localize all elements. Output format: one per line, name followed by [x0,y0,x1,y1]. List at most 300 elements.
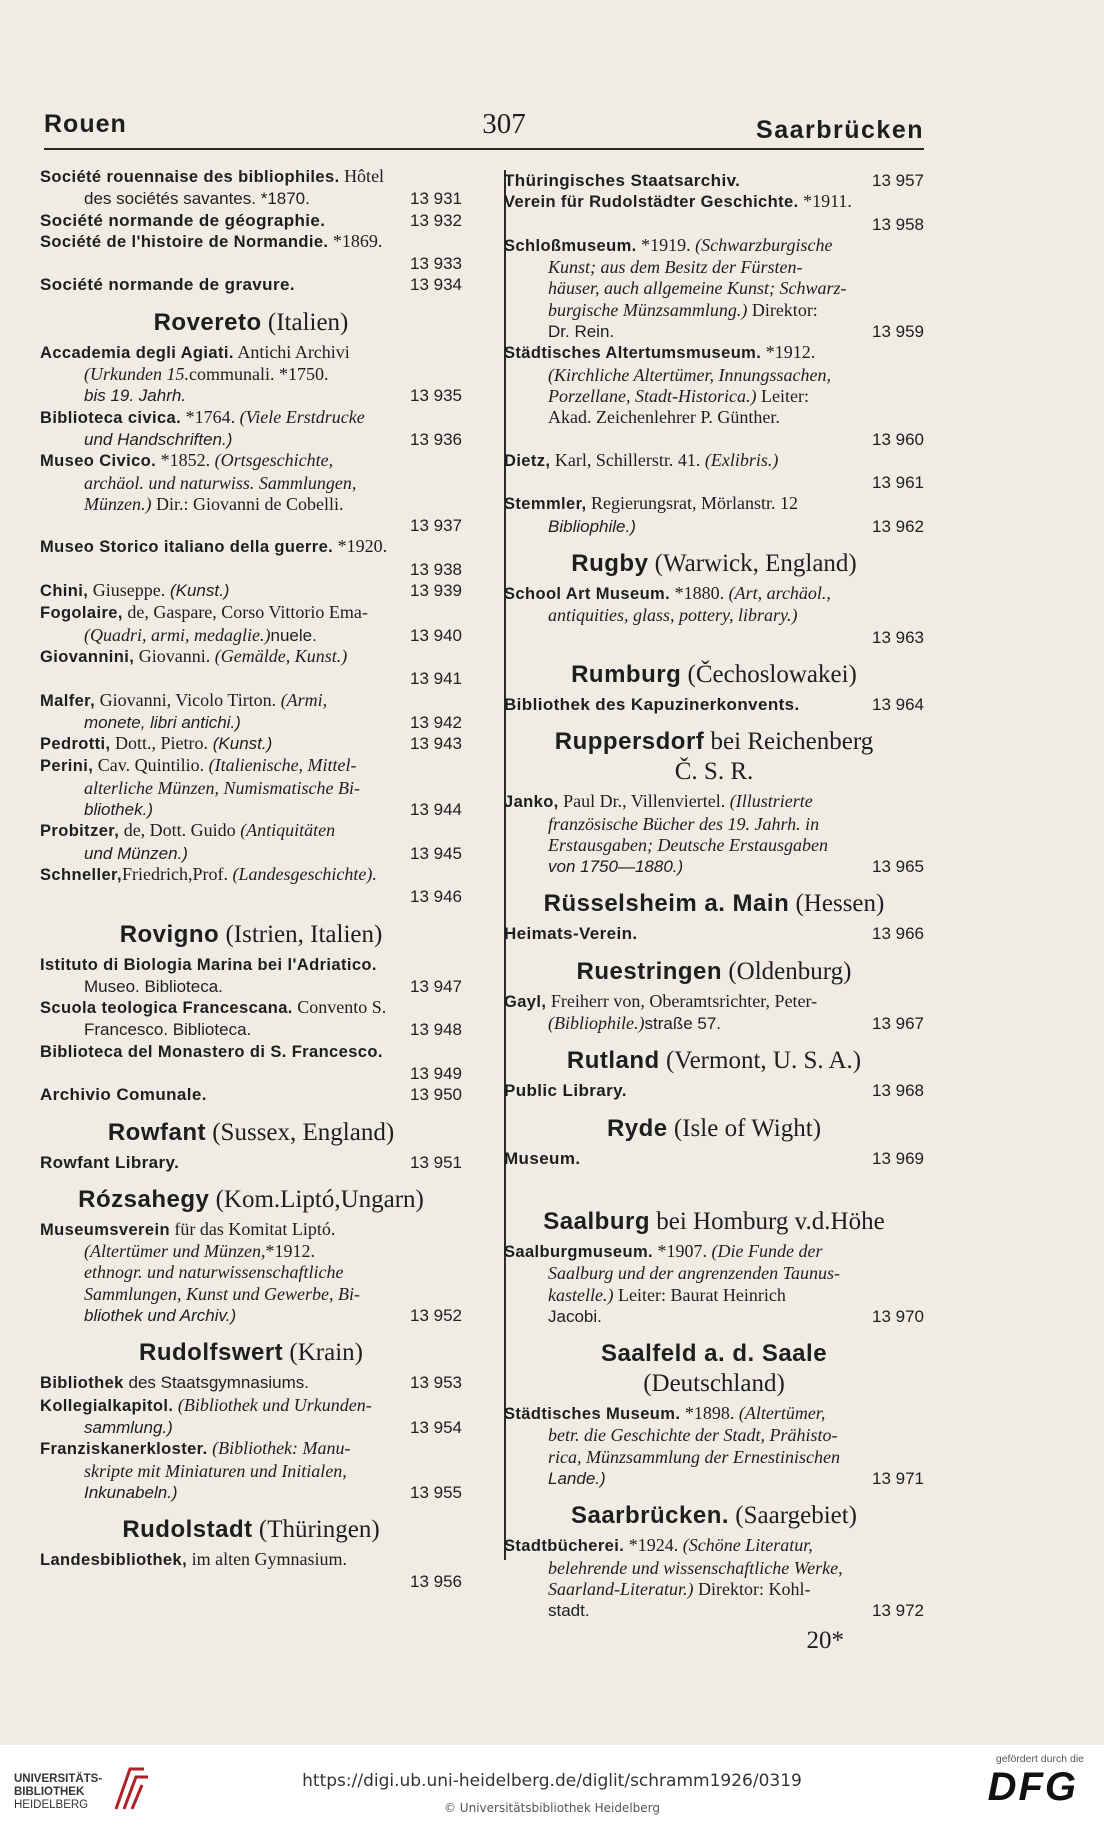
dfg-logo[interactable]: DFG [987,1765,1078,1809]
city-region-line2: (Deutschland) [643,1370,785,1398]
entry-number: 13 960 [872,429,924,449]
header-rule [44,148,924,150]
city-heading [504,889,924,919]
entry-line [504,342,924,364]
entry-line [40,1549,462,1571]
entry-collection: häuser, auch allgemeine Kunst; Schwarz- [548,278,847,299]
directory-entry [40,1084,462,1105]
entry-number: 13 932 [410,210,462,230]
entry-collection: (Exlibris.) [700,449,779,470]
city-region-line2: Č. S. R. [674,758,754,786]
entry-text [40,755,357,775]
city-name: Rovigno [119,920,220,948]
entry-text [84,364,328,384]
entry-collection: skripte mit Miniaturen und Initialen, [84,1460,347,1481]
city-name: Rüsselsheim a. Main [543,890,790,918]
entry-line [504,1425,924,1446]
entry-body: Giovanni, Vicolo Tirton. [95,689,277,710]
entry-body: Cav. Quintilio. [93,755,205,776]
entry-line [504,991,924,1013]
directory-entry [40,450,462,536]
entry-number: 13 952 [410,1306,462,1326]
directory-entry [504,694,924,715]
directory-entry [40,210,462,231]
entry-text [504,1535,813,1555]
directory-entry [40,997,462,1041]
entry-text [504,450,778,470]
directory-entry [40,755,462,820]
entry-body: des Staatsgymnasiums. [123,1373,309,1393]
entry-name: Gayl, [504,992,547,1011]
entry-name: Landesbibliothek, [40,1551,188,1570]
entry-line [40,166,462,188]
city-heading [504,1339,924,1399]
entry-text [548,835,828,855]
entry-line [504,235,924,257]
entry-number: 13 936 [410,429,462,449]
entry-body: Paul Dr., Villenviertel. [558,791,726,812]
entry-line [40,997,462,1019]
city-region: (Istrien, Italien) [219,920,383,948]
entry-text [84,843,188,864]
entry-number: 13 958 [872,214,924,234]
directory-entry [40,954,462,998]
entry-body: *1920. [333,536,388,557]
logo-line-3: HEIDELBERG [14,1799,89,1811]
entry-line [504,1080,924,1101]
city-name: Ryde [606,1114,668,1142]
entry-text [504,191,852,211]
entry-collection: und Münzen.) [84,843,188,863]
city-name: Saarbrücken. [570,1502,730,1530]
entry-line [504,516,924,537]
entry-text [40,407,365,427]
directory-entry [40,602,462,646]
entry-text [548,856,683,877]
city-region: (Sussex, England) [205,1118,395,1146]
entry-text [548,516,636,537]
entry-text [548,1468,606,1489]
directory-entry [40,733,462,755]
page-header [44,108,924,148]
entry-text [84,799,153,820]
entry-number: 13 941 [410,669,462,689]
entry-text [504,1241,823,1261]
entry-name: Société normande de gravure. [40,275,295,295]
entry-number: 13 957 [872,171,924,190]
copyright-notice: © Universitätsbibliothek Heidelberg [443,1801,660,1815]
entry-name: Stadtbücherei. [504,1537,625,1556]
city-region: (Warwick, England) [648,550,857,578]
entry-text [504,583,831,603]
entry-collection: (Antiquitäten [235,820,336,841]
entry-name: Dietz, [504,451,551,470]
entry-text [504,342,815,362]
entry-name: Thüringisches Staatsarchiv. [504,171,741,190]
entry-text [40,1549,347,1569]
entry-line [504,814,924,835]
entry-collection: belehrende und wissenschaftliche Werke, [548,1557,843,1578]
city-name: Ruestringen [576,957,723,985]
entry-number: 13 955 [410,1482,462,1502]
entry-name: Janko, [504,793,559,812]
directory-entry [504,235,924,342]
entry-line [40,646,462,668]
entry-line [40,864,462,886]
city-region: bei Reichenberg [704,728,874,756]
entry-line [504,493,924,515]
entry-text [84,712,241,733]
entry-line [40,843,462,864]
entry-text [548,605,798,625]
city-heading [504,957,924,987]
entry-collection: burgische Münzsammlung.) [548,299,748,320]
entry-line [40,954,462,976]
entry-line [40,210,462,231]
permalink-url[interactable]: https://digi.ub.uni-heidelberg.de/diglit/schramm1926/0319 [302,1771,802,1791]
entry-number: 13 935 [410,386,462,406]
entry-collection: Münzen.) [84,493,152,514]
entry-number: 13 943 [410,734,462,754]
entry-text [548,386,809,406]
entry-text [548,814,819,834]
entry-line [40,450,462,472]
city-name: Rudolfswert [139,1339,284,1367]
entry-line [40,1284,462,1305]
entry-name: Heimats-Verein. [504,924,638,944]
entry-text [40,1084,207,1105]
entry-collection: bis 19. Jahrh. [84,386,187,406]
entry-line [40,1395,462,1417]
entry-body: communali. *1750. [188,364,329,385]
entry-number: 13 933 [410,254,462,274]
entry-text [40,864,377,884]
entry-body: Friedrich,Prof. [121,863,228,884]
entry-line [40,580,462,602]
entry-collection: (Gemälde, Kunst.) [210,645,348,666]
entry-line [504,278,924,299]
entry-line [504,923,924,944]
entry-line [40,1262,462,1283]
entry-text [40,646,347,666]
entry-collection: sammlung.) [84,1417,173,1437]
entry-collection: (Quadri, armi, medaglie.) [84,624,271,645]
entry-line [504,257,924,278]
city-heading [504,660,924,690]
entry-text [40,1372,309,1394]
entry-text [40,580,229,602]
city-heading [40,1515,462,1545]
entry-number: 13 942 [410,712,462,732]
entry-collection: ethnogr. und naturwissenschaftliche [84,1262,344,1283]
entry-line [40,1019,462,1040]
entry-body: *1869. [328,230,383,251]
entry-line [504,170,924,191]
entry-text [84,385,186,406]
entry-number: 13 962 [872,516,924,536]
entry-line [40,494,462,515]
entry-line [504,1263,924,1284]
entry-name: Société rouennaise des bibliophiles. [40,168,340,186]
entry-text [84,1019,251,1040]
entry-line [40,602,462,624]
entry-collection: (Altertümer und Münzen, [84,1241,266,1262]
entry-collection: (Altertümer, [734,1403,826,1424]
entry-body: Direktor: Kohl- [693,1578,811,1599]
directory-entry [504,493,924,537]
entry-body: straße 57. [644,1014,722,1034]
entry-collection: Porzellane, Stadt-Historica.) [548,385,757,406]
city-heading [40,1118,462,1148]
directory-entry [504,450,924,494]
entry-number: 13 954 [410,1417,462,1437]
entry-number: 13 939 [410,581,462,601]
directory-entry [40,407,462,451]
entry-line [504,583,924,605]
entry-text [84,1262,344,1282]
directory-entry [40,342,462,407]
entry-line [504,1148,924,1169]
city-heading [504,549,924,579]
entry-collection: (Kunst.) [208,734,273,754]
city-region: (Isle of Wight) [667,1114,822,1142]
entry-name: Schloßmuseum. [504,236,637,255]
entry-text [40,1395,372,1415]
entry-collection: (Ortsgeschichte, [210,450,334,471]
entry-body: *1924. [624,1535,679,1556]
entry-collection: (Kunst.) [165,581,230,601]
entry-line [40,1482,462,1503]
city-name: Saalfeld a. d. Saale [600,1340,828,1368]
entry-name: Museo Civico. [40,452,157,471]
entry-line [40,755,462,777]
entry-text [548,300,818,320]
city-region: (Čechoslowakei) [681,660,857,688]
entry-name: Verein für Rudolstädter Geschichte. [504,193,799,212]
entry-text [504,170,740,191]
entry-line [40,364,462,385]
entry-name: Stemmler, [504,495,587,514]
entry-line [40,1305,462,1326]
entry-collection: bliothek und Archiv.) [84,1306,237,1326]
directory-entry [504,1241,924,1327]
entry-body: Jacobi. [548,1306,602,1326]
entry-text [84,494,343,514]
viewer-footer [0,1745,1104,1831]
entry-text [40,166,384,186]
entry-body: *1907. [653,1240,708,1261]
entry-number: 13 961 [872,473,924,493]
entry-text [40,690,327,710]
entry-text [548,407,780,427]
entry-line [504,835,924,856]
entry-text [504,1148,580,1169]
entry-text [548,1600,590,1621]
city-region: (Oldenburg) [722,957,852,985]
entry-line [504,1600,924,1621]
entry-number: 13 947 [410,976,462,996]
entry-line [504,450,924,472]
entry-number: 13 972 [872,1601,924,1621]
entry-collection: Lande.) [548,1468,606,1488]
entry-line [504,605,924,626]
directory-entry [40,646,462,690]
entry-collection: von 1750—1880.) [548,857,684,877]
directory-entry [40,166,462,210]
entry-number: 13 968 [872,1081,924,1101]
city-name: Rumburg [571,660,682,688]
entry-number: 13 946 [410,887,462,907]
entry-number: 13 950 [410,1085,462,1105]
entry-body: Regierungsrat, Mörlanstr. 12 [586,493,798,514]
entry-body: Leiter: [756,385,809,406]
entry-text [84,976,223,997]
entry-text [84,625,317,646]
entry-number: 13 969 [872,1148,924,1168]
directory-entry [40,231,462,275]
entry-name: Istituto di Biologia Marina bei l'Adriatico. [40,955,377,974]
entry-collection: kastelle.) [548,1284,614,1305]
entry-name: Städtisches Altertumsmuseum. [504,344,762,363]
logo-line-1: UNIVERSITÄTS- [14,1773,103,1785]
section-spacer [504,1169,924,1195]
entry-collection: Bibliophile.) [548,516,636,536]
entry-text [40,1219,335,1239]
entry-line [40,231,462,253]
entry-body: Dr. Rein. [548,322,615,342]
entry-body: *1764. [181,406,236,427]
entry-text [504,235,832,255]
entry-body: de, Gaspare, Corso Vittorio Ema- [122,602,368,623]
entry-text [84,1241,315,1261]
city-region: (Hessen) [789,890,885,918]
directory-entry [40,820,462,864]
entry-body: Antichi Archivi [233,341,350,362]
entry-body: Karl, Schillerstr. 41. [550,449,701,470]
entry-text [40,1041,383,1061]
entry-text [548,1285,786,1305]
entry-number: 13 970 [872,1306,924,1326]
entry-name: Biblioteca del Monastero di S. Francesco. [40,1042,383,1061]
entry-name: Giovannini, [40,647,135,666]
entry-collection: Sammlungen, Kunst und Gewerbe, Bi- [84,1283,360,1304]
entry-line [504,791,924,813]
entry-body: *1852. [156,450,211,471]
entry-body: Dir.: Giovanni de Cobelli. [151,493,344,514]
entry-number: 13 945 [410,843,462,863]
entry-number: 13 934 [410,275,462,295]
left-column [40,166,462,1593]
funded-by-label: gefördert durch die [995,1753,1084,1765]
entry-number: 13 965 [872,857,924,877]
entry-collection: antiquities, glass, pottery, library.) [548,605,798,626]
entry-body: nuele. [270,625,317,645]
directory-entry [40,580,462,602]
entry-line [40,1438,462,1460]
entry-text [548,278,846,298]
entry-collection: (Bibliothek und Urkunden- [173,1394,372,1415]
entry-number: 13 948 [410,1020,462,1040]
entry-body: *1898. [680,1403,735,1424]
city-heading [504,1114,924,1144]
entry-name: Fogolaire, [40,604,123,623]
directory-entry [504,791,924,877]
entry-name: Saalburgmuseum. [504,1242,654,1261]
entry-body: de, Dott. Guido [119,820,236,841]
entry-number: 13 959 [872,322,924,342]
entry-line [40,799,462,820]
directory-entry [504,342,924,449]
entry-text [84,1284,360,1304]
entry-name: Probitzer, [40,822,120,841]
entry-line [504,1285,924,1306]
entry-name: Société normande de géographie. [40,210,326,230]
entry-text [548,1425,837,1445]
entry-body: Hôtel [339,166,385,186]
entry-text [84,188,310,209]
city-heading [504,1501,924,1531]
entry-line [504,300,924,321]
entry-collection: (Illustrierte [725,791,813,812]
entry-text [84,1417,173,1438]
entry-number: 13 967 [872,1014,924,1034]
entry-text [548,1558,843,1578]
entry-name: Public Library. [504,1081,627,1101]
entry-text [40,210,325,231]
logo-line-2: BIBLIOTHEK [14,1786,85,1798]
entry-name: Biblioteca civica. [40,408,182,427]
entry-name: Société de l'histoire de Normandie. [40,232,329,251]
entry-body: Freiherr von, Oberamtsrichter, Peter- [546,990,818,1011]
entry-body: *1880. [670,583,725,604]
entry-number: 13 931 [410,189,462,209]
entry-text [40,536,387,556]
directory-entry [40,1372,462,1394]
city-heading [40,308,462,338]
entry-number: 13 964 [872,694,924,714]
city-name: Saalburg [543,1207,650,1235]
entry-text [504,991,817,1011]
entry-text [40,274,295,295]
directory-entry [504,191,924,235]
entry-line [40,690,462,712]
directory-entry [40,536,462,580]
directory-entry [40,1395,462,1439]
entry-body: *1912. [761,342,816,363]
entry-line [504,1535,924,1557]
entry-line [40,188,462,209]
entry-collection: (Art, archäol., [724,583,831,604]
entry-body: *1912. [265,1241,315,1262]
entry-collection: Erstausgaben; Deutsche Erstausgaben [548,834,828,855]
city-heading [504,1207,924,1237]
entry-text [40,450,333,470]
entry-name: Museumsverein [40,1220,170,1239]
entry-name: Chini, [40,582,89,601]
entry-body: *1911. [798,191,852,212]
entry-body: im alten Gymnasium. [187,1549,348,1570]
entry-name: Accademia degli Agiati. [40,343,234,362]
entry-line [504,1468,924,1489]
entry-line [504,856,924,877]
entry-name: Museum. [504,1148,581,1168]
entry-collection: Kunst; aus dem Besitz der Fürsten- [548,257,803,278]
entry-body: Akad. Zeichenlehrer P. Günther. [548,407,780,428]
city-name: Rugby [571,550,649,578]
entry-line [504,1241,924,1263]
entry-line [40,1084,462,1105]
header-right: Saarbrücken [756,116,924,144]
